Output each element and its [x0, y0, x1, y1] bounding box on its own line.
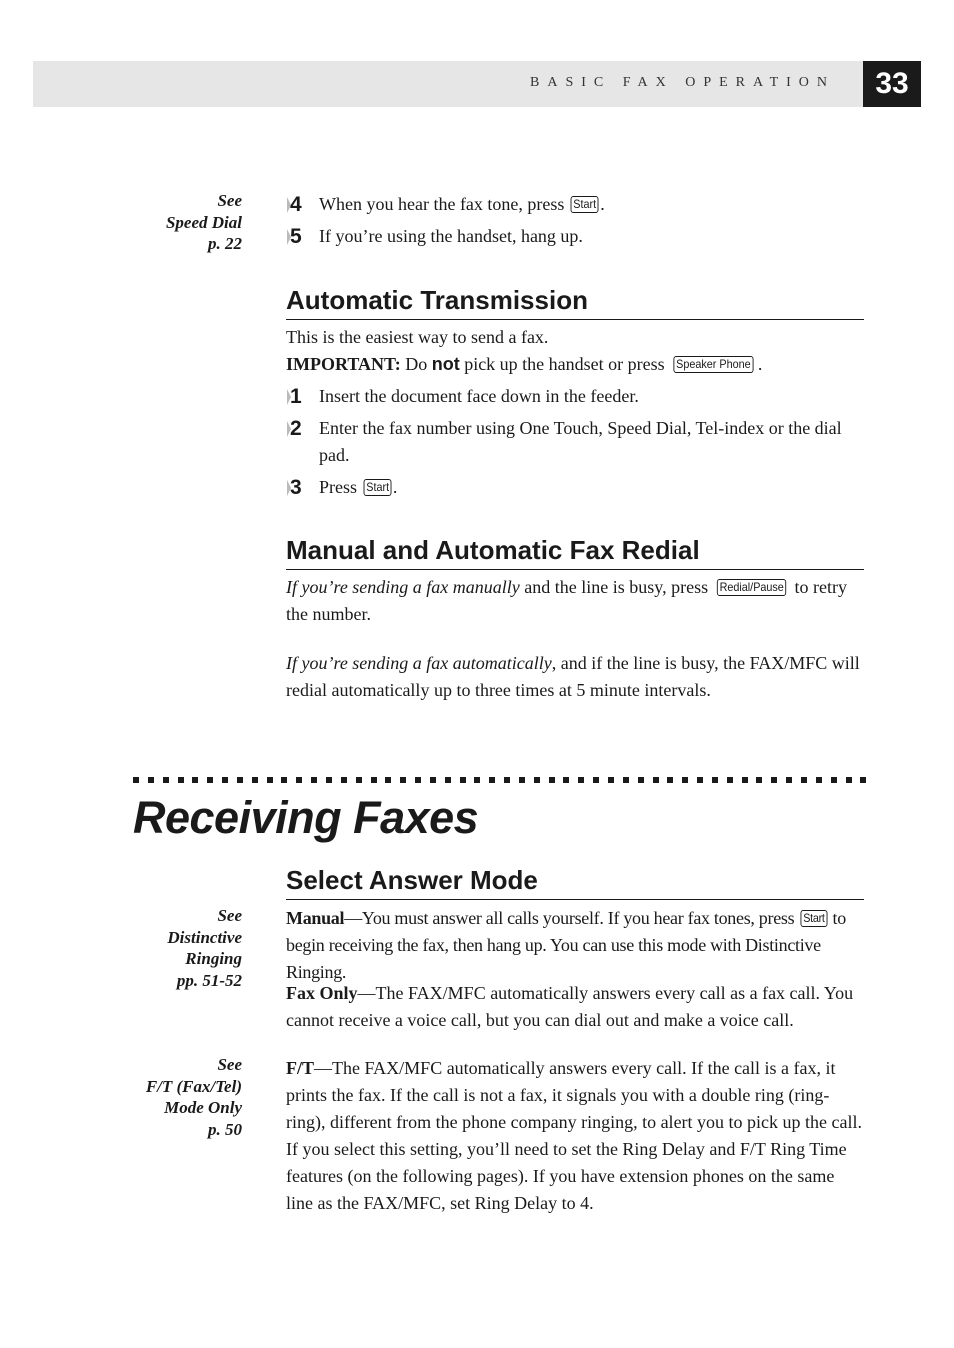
sidenote-distinctive-ringing: See Distinctive Ringing pp. 51-52: [167, 906, 242, 990]
step-5: 5 If you’re using the handset, hang up.: [286, 223, 864, 250]
step-3: 3 Press Start .: [286, 474, 864, 501]
page-number: 33: [863, 61, 921, 107]
manual-mode-para: Manual—You must answer all calls yourself. If you hear fax tones, press Start to begin receiving the fax, then hang up. You can use this mode with Distinctive Ringing.: [286, 908, 846, 982]
fax-only-mode-para: Fax Only—The FAX/MFC automatically answers every call as a fax call. You cannot receive a voice call, but you can dial out and make a voice call.: [286, 983, 854, 1030]
chapter-title: Receiving Faxes: [133, 792, 479, 843]
heading-select-answer-mode: Select Answer Mode: [286, 863, 864, 900]
step-4: 4 When you hear the fax tone, press Start .: [286, 191, 864, 218]
start-key: Start: [363, 479, 391, 496]
step-2: 2 Enter the fax number using One Touch, Speed Dial, Tel-index or the dial pad.: [286, 415, 864, 469]
step-number: 3: [286, 474, 316, 501]
start-key: Start: [800, 910, 827, 927]
dotted-rule: [133, 777, 867, 783]
step-1: 1 Insert the document face down in the feeder.: [286, 383, 864, 410]
step-number: 4: [286, 191, 316, 218]
ft-mode-para: F/T—The FAX/MFC automatically answers every call. If the call is a fax, it prints the fax. If the call is not a fax, it signals you with a double ring (ring-ring), different from the phone company ringing, to alert you to pick up the call. If you select this setting, you’ll need to set the Ring Delay and F/T Ring Time features (on the following pages). If you have extension phones on the same line as the FAX/MFC, set Ring Delay to 4.: [286, 1058, 863, 1213]
step-number: 5: [286, 223, 316, 250]
heading-automatic-transmission: Automatic Transmission: [286, 283, 864, 320]
step-number: 1: [286, 383, 316, 410]
running-header: [33, 61, 863, 107]
section-name: BASIC FAX OPERATION: [530, 75, 835, 90]
heading-fax-redial: Manual and Automatic Fax Redial: [286, 533, 864, 570]
redial-manual-para: If you’re sending a fax manually and the line is busy, press Redial/Pause to retry the number.: [286, 577, 847, 624]
sidenote-speed-dial: See Speed Dial p. 22: [165, 191, 242, 253]
redial-auto-para: If you’re sending a fax automatically, and if the line is busy, the FAX/MFC will redial automatically up to three times at 5 minute intervals.: [286, 653, 860, 700]
speaker-phone-key: Speaker Phone: [674, 356, 754, 373]
sidenote-ft-mode: See F/T (Fax/Tel) Mode Only p. 50: [145, 1055, 242, 1139]
auto-intro: This is the easiest way to send a fax.: [286, 327, 549, 347]
important-note: IMPORTANT: Do not pick up the handset or press Speaker Phone .: [286, 354, 763, 374]
step-number: 2: [286, 415, 316, 442]
start-key: Start: [570, 196, 598, 213]
redial-pause-key: Redial/Pause: [716, 579, 786, 596]
